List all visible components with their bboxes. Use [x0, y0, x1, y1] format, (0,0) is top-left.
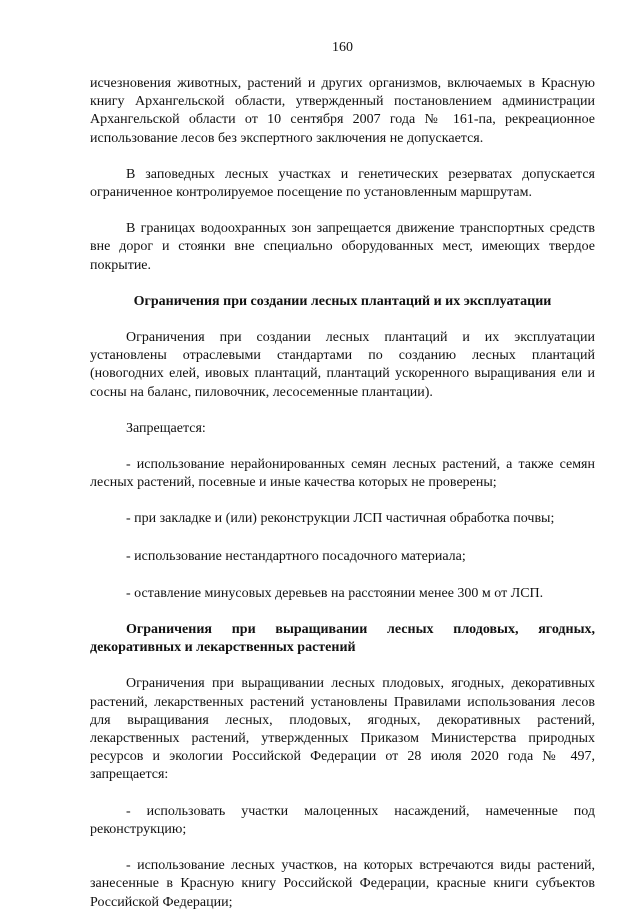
section-heading: Ограничения при выращивании лесных плодовых, ягодных, декоративных и лекарственных растений [90, 622, 595, 656]
list-item: - оставление минусовых деревьев на расстоянии менее 300 м от ЛСП. [126, 585, 544, 601]
paragraph: В границах водоохранных зон запрещается движение транспортных средств вне дорог и стоянки вне специально оборудованных мест, имеющих твердое покрытие. [90, 221, 595, 273]
list-item: - использование лесных участков, на которых встречаются виды растений, занесенные в Красную книгу Российской Федерации, красные книги субъектов Российской Федерации; [90, 858, 595, 910]
list-item: - при закладке и (или) реконструкции ЛСП частичная обработка почвы; [126, 511, 555, 527]
list-item: - использовать участки малоценных насаждений, намеченные под реконструкцию; [90, 803, 595, 837]
paragraph: Ограничения при создании лесных плантаций и их эксплуатации установлены отраслевыми стандартами по созданию лесных плантаций (новогодних елей, ивовых плантаций, плантаций ускоренного выращивания ели и сосны на баланс, пиловочник, лесосеменные плантации). [90, 330, 595, 400]
paragraph: Запрещается: [126, 420, 206, 436]
paragraph: исчезновения животных, растений и других организмов, включаемых в Красную книгу Архангельской области, утвержденный постановлением администрации Архангельской области от 10 сентября 2007 года № 161-па, рекреационное использование лесов без экспертного заключения не допускается. [90, 76, 595, 146]
list-item: - использование нерайонированных семян лесных растений, а также семян лесных растений, посевные и иные качества которых не проверены; [90, 457, 595, 491]
paragraph: В заповедных лесных участках и генетических резерватах допускается ограниченное контролируемое посещение по установленным маршрутам. [90, 166, 595, 201]
page-number: 160 [332, 40, 353, 55]
list-item: - использование нестандартного посадочного материала; [126, 548, 466, 564]
paragraph: Ограничения при выращивании лесных плодовых, ягодных, декоративных растений, лекарственных растений установлены Правилами использования лесов для выращивания лесных, плодовых, ягодных, декоративных растений, лекарственных растений, утвержденных Приказом Министерства природных ресурсов и экологии Российской Федерации от 28 июля 2020 года № 497, запрещается: [90, 676, 595, 783]
section-heading: Ограничения при создании лесных плантаций и их эксплуатации [133, 293, 552, 309]
